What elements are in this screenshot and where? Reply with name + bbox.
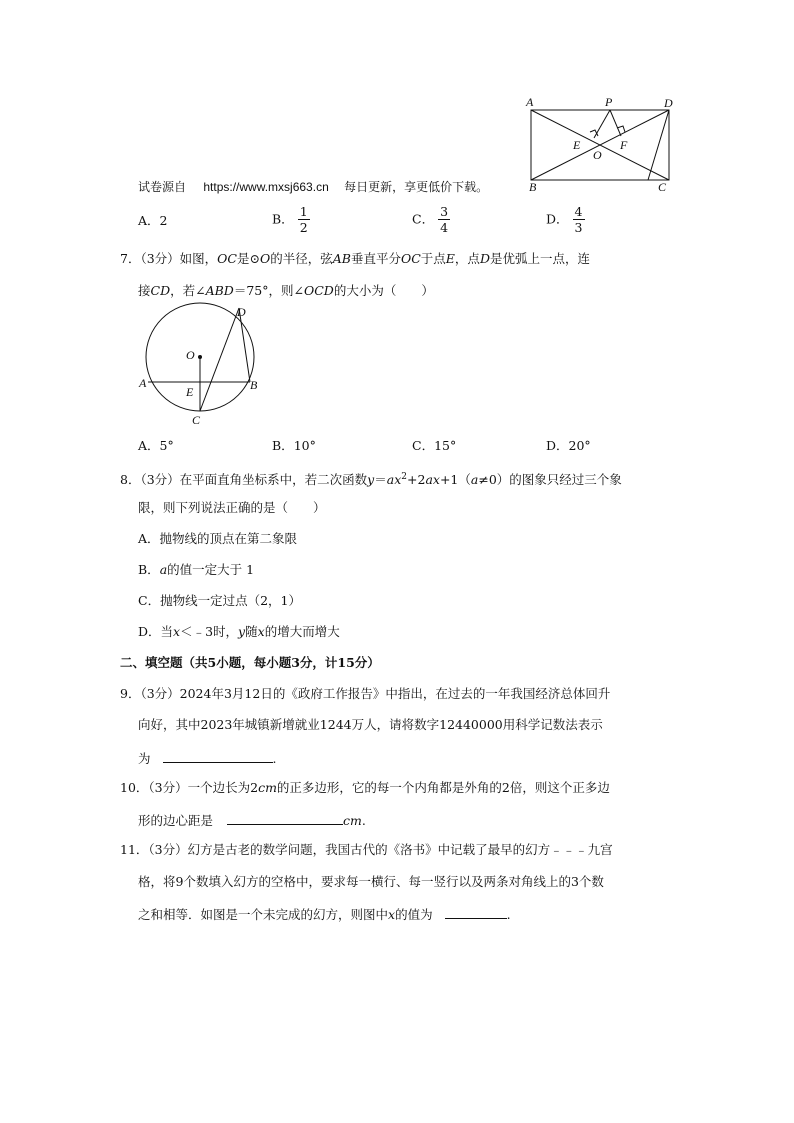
q11-stem-line3: 之和相等．如图是一个未完成的幻方，则图中x的值为 . [138,904,511,924]
q6-option-b[interactable]: B． $\frac{1}{2}$ [272,204,310,235]
q9-stem-line2: 向好，其中2023年城镇新增就业1244万人，请将数字12440000用科学记数法表示 [138,717,603,732]
q11-stem-line1: 11．（3分）幻方是古老的数学问题，我国古代的《洛书》中记载了最早的幻方﹣﹣﹣九宫 [120,842,613,857]
q7-stem-line2: 接CD，若∠ABD＝75°，则∠OCD的大小为（ ） [138,283,434,298]
q6-label-b: B [529,180,537,194]
center-point [198,355,202,359]
q6-label-e: E [573,138,581,152]
q11-stem-line2: 格，将9个数填入幻方的空格中，要求每一横行、每一竖行以及两条对角线上的3个数 [138,874,604,889]
q7-option-a[interactable]: A．5° [138,438,174,453]
q7-label-d: D [237,305,246,319]
q6-option-a[interactable]: A．2 [138,213,168,228]
section-title: 二、填空题（共5小题，每小题3分，计15分） [120,655,380,670]
source-url[interactable]: https://www.mxsj663.cn [203,180,329,194]
q7-label-c: C [192,413,201,427]
q8-option-b[interactable]: B．a的值一定大于 1 [138,562,255,577]
q10-answer-blank[interactable] [227,810,343,825]
q9-stem-line3: 为 . [138,748,276,768]
q8-option-c[interactable]: C．抛物线一定过点（2，1） [138,593,301,608]
q6-label-d: D [664,96,673,110]
q10-stem-line1: 10．（3分）一个边长为2cm的正多边形，它的每一个内角都是外角的2倍，则这个正多边 [120,780,610,795]
q7-label-e: E [186,385,194,399]
q6-label-c: C [658,180,667,194]
q7-stem-line1: 7．（3分）如图，OC是⊙O的半径，弦AB垂直平分OC于点E，点D是优弧上一点，连 [120,251,590,266]
q8-stem-line1: 8．（3分）在平面直角坐标系中，若二次函数$y=ax^2+2ax+1(a\ne 0)$的图象只经过三个象 [120,472,622,488]
q6-label-f: F [620,138,628,152]
source-prefix: 试卷源自 [138,180,187,194]
q8-option-d[interactable]: D．当x＜﹣3时，y随x的增大而增大 [138,624,340,639]
source-line [138,178,488,196]
q9-answer-blank[interactable] [163,748,273,763]
q10-stem-line2: 形的边心距是 cm. [138,810,366,830]
q6-label-a: A [526,95,534,109]
circle-figure [138,300,268,418]
perpendicular-pf [610,110,621,136]
q8-stem-line2: 限，则下列说法正确的是（ ） [138,500,326,515]
segment-cd [200,308,239,411]
q6-label-o: O [593,148,602,162]
q6-option-d[interactable]: D． $\frac{4}{3}$ [546,204,585,235]
q6-option-c[interactable]: C． $\frac{3}{4}$ [412,204,450,235]
q9-stem-line1: 9．（3分）2024年3月12日的《政府工作报告》中指出，在过去的一年我国经济总体回升 [120,686,611,701]
q6-label-p: P [605,95,613,109]
q7-label-o: O [186,348,195,362]
source-suffix: 每日更新，享更低价下载。 [344,180,489,194]
rectangle-figure [520,92,680,202]
q7-option-b[interactable]: B．10° [272,438,316,453]
q11-answer-blank[interactable] [445,904,507,919]
q8-option-a[interactable]: A．抛物线的顶点在第二象限 [138,531,298,546]
segment-dc-inner [648,110,669,180]
q7-label-b: B [250,378,258,392]
right-angle-mark-e [590,130,598,136]
q7-option-c[interactable]: C．15° [412,438,457,453]
q7-option-d[interactable]: D．20° [546,438,591,453]
q7-label-a: A [139,376,147,390]
